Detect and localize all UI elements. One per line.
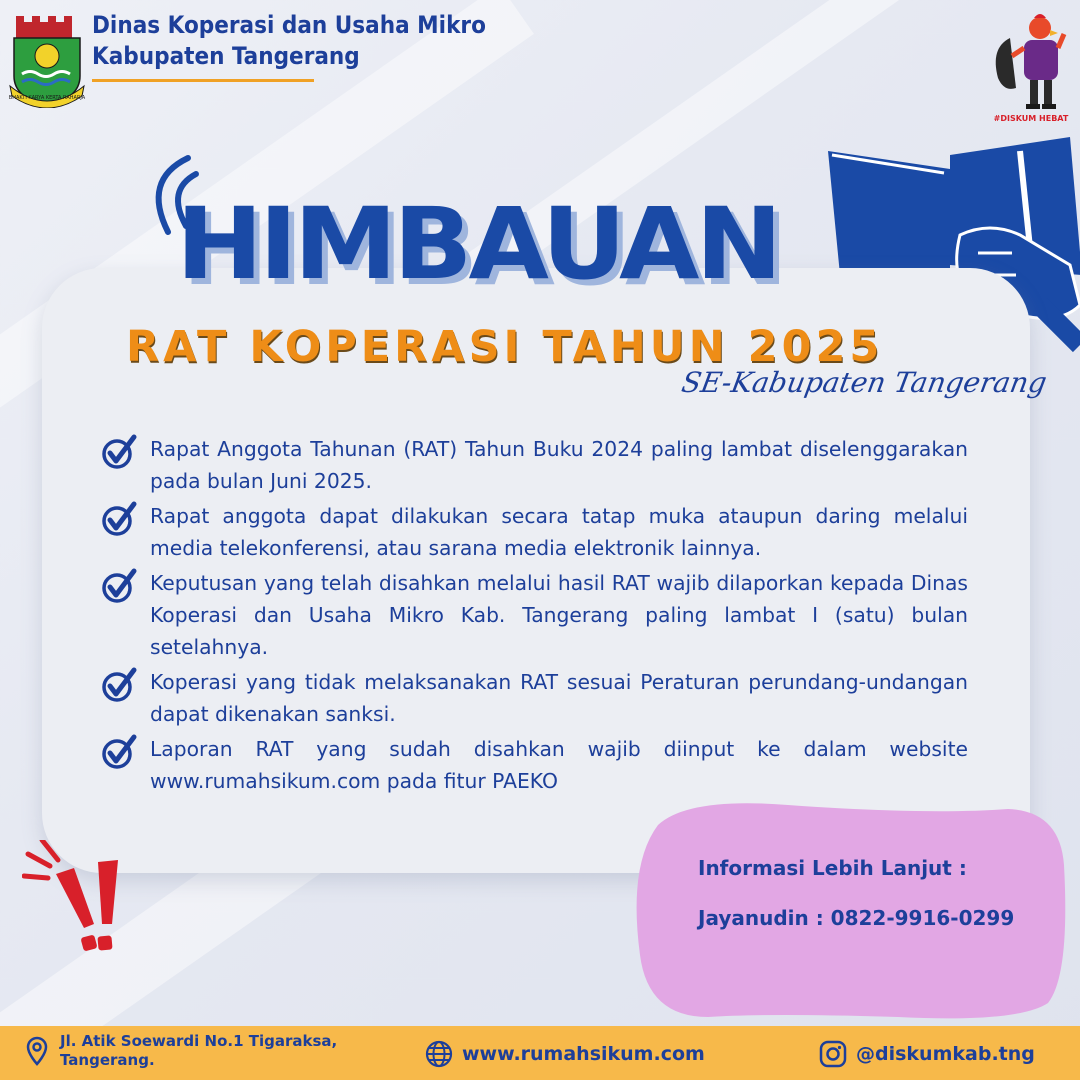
list-item-text: Laporan RAT yang sudah disahkan wajib diinput ke dalam website www.rumahsikum.com pada fitur PAEKO bbox=[150, 737, 968, 793]
list-item bbox=[100, 500, 968, 564]
footer-instagram[interactable] bbox=[818, 1039, 1035, 1069]
check-circle-icon bbox=[100, 566, 140, 606]
organization-name bbox=[92, 10, 486, 72]
check-circle-icon bbox=[100, 665, 140, 705]
check-circle-icon bbox=[100, 432, 140, 472]
footer-website-text[interactable]: www.rumahsikum.com bbox=[462, 1043, 705, 1065]
subtitle: RAT KOPERASI TAHUN 2025 bbox=[126, 322, 884, 372]
list-item bbox=[100, 733, 968, 797]
rooster-mascot bbox=[988, 8, 1074, 126]
footer-website[interactable] bbox=[424, 1039, 705, 1069]
organization-name-line2: Kabupaten Tangerang bbox=[92, 42, 360, 70]
svg-text:BHAKTI KARYA KERTA RAHARJA: BHAKTI KARYA KERTA RAHARJA bbox=[8, 95, 86, 101]
kabupaten-logo bbox=[8, 8, 86, 108]
list-item-text: Keputusan yang telah disahkan melalui hasil RAT wajib dilaporkan kepada Dinas Koperasi dan Usaha Mikro Kab. Tangerang paling lambat I (satu) bulan setelahnya. bbox=[150, 571, 968, 659]
script-subtitle: SE-Kabupaten Tangerang bbox=[679, 366, 1050, 399]
announcement-list bbox=[100, 433, 968, 800]
list-item bbox=[100, 433, 968, 497]
mascot-tag: #DISKUM HEBAT bbox=[993, 114, 1069, 123]
location-pin-icon bbox=[22, 1036, 52, 1066]
organization-name-line1: Dinas Koperasi dan Usaha Mikro bbox=[92, 11, 486, 39]
organization-underline bbox=[92, 79, 314, 82]
info-title: Informasi Lebih Lanjut : bbox=[698, 856, 967, 880]
footer-instagram-text[interactable]: @diskumkab.tng bbox=[856, 1043, 1035, 1065]
list-item-text: Rapat anggota dapat dilakukan secara tatap muka ataupun daring melalui media telekonferensi, atau sarana media elektronik lainnya. bbox=[150, 504, 968, 560]
check-circle-icon bbox=[100, 499, 140, 539]
info-contact[interactable]: Jayanudin : 0822-9916-0299 bbox=[698, 906, 1015, 930]
list-item-text: Koperasi yang tidak melaksanakan RAT sesuai Peraturan perundang-undangan dapat dikenakan sanksi. bbox=[150, 670, 968, 726]
exclamation-icon bbox=[22, 840, 132, 970]
footer-address bbox=[22, 1032, 337, 1070]
page-title: HIMBAUAN bbox=[176, 186, 779, 302]
footer-address-line1: Jl. Atik Soewardi No.1 Tigaraksa, bbox=[60, 1032, 338, 1050]
list-item bbox=[100, 666, 968, 730]
check-circle-icon bbox=[100, 732, 140, 772]
globe-icon bbox=[424, 1039, 454, 1069]
list-item bbox=[100, 567, 968, 663]
footer-address-line2: Tangerang. bbox=[60, 1051, 155, 1069]
list-item-text: Rapat Anggota Tahunan (RAT) Tahun Buku 2024 paling lambat diselenggarakan pada bulan Juni 2025. bbox=[150, 437, 968, 493]
instagram-icon bbox=[818, 1039, 848, 1069]
